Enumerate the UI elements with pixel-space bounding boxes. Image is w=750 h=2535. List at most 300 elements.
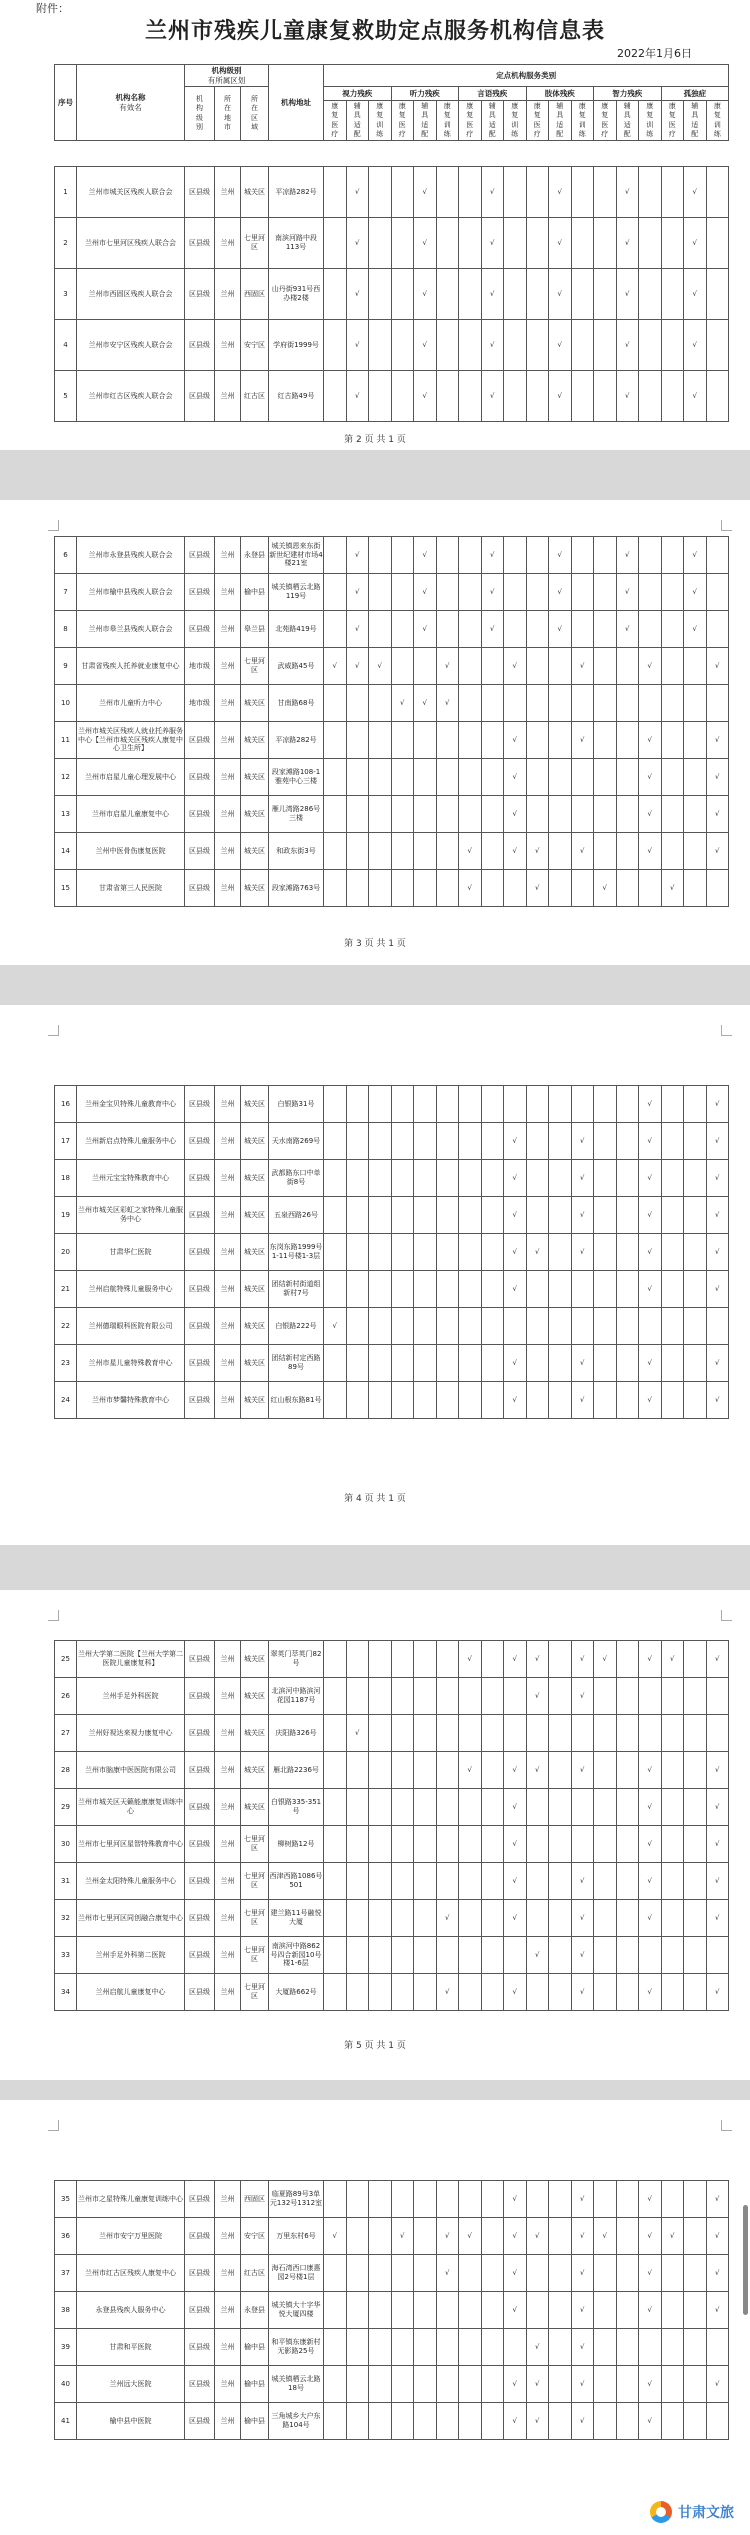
row-seq: 19 xyxy=(55,1197,77,1234)
check-mark: √ xyxy=(436,2255,459,2292)
empty-cell xyxy=(639,870,662,907)
empty-cell xyxy=(616,1715,639,1752)
empty-cell xyxy=(324,167,347,218)
empty-cell xyxy=(571,1086,594,1123)
empty-cell xyxy=(324,1789,347,1826)
page-number: 第 3 页 共 1 页 xyxy=(344,939,406,949)
empty-cell xyxy=(594,1160,617,1197)
check-mark: √ xyxy=(571,2255,594,2292)
row-level: 区县级 xyxy=(185,537,215,574)
check-mark: √ xyxy=(706,2366,729,2403)
row-address: 海石湾西口康惠园2号楼1层 xyxy=(269,2255,324,2292)
empty-cell xyxy=(661,537,684,574)
empty-cell xyxy=(616,1826,639,1863)
empty-cell xyxy=(481,1678,504,1715)
check-mark: √ xyxy=(706,1641,729,1678)
empty-cell xyxy=(369,1382,392,1419)
row-level: 区县级 xyxy=(185,833,215,870)
check-mark: √ xyxy=(706,1900,729,1937)
table-row xyxy=(55,1271,729,1308)
scrollbar[interactable] xyxy=(743,2205,748,2315)
row-district: 城关区 xyxy=(241,1197,269,1234)
empty-cell xyxy=(414,796,437,833)
row-city: 兰州 xyxy=(215,1974,241,2011)
empty-cell xyxy=(571,537,594,574)
check-mark: √ xyxy=(414,320,437,371)
table-row xyxy=(55,1382,729,1419)
check-mark: √ xyxy=(706,1234,729,1271)
row-seq: 13 xyxy=(55,796,77,833)
empty-cell xyxy=(414,2329,437,2366)
row-address: 甘南路68号 xyxy=(269,685,324,722)
row-address: 南滨河中路862号四合新园10号楼1-6层 xyxy=(269,1937,324,1974)
empty-cell xyxy=(639,611,662,648)
row-name: 兰州市榆中县残疾人联合会 xyxy=(77,574,185,611)
empty-cell xyxy=(391,1308,414,1345)
check-mark: √ xyxy=(504,1752,527,1789)
row-city: 兰州 xyxy=(215,648,241,685)
empty-cell xyxy=(661,648,684,685)
check-mark: √ xyxy=(684,167,707,218)
check-mark: √ xyxy=(481,371,504,422)
check-mark: √ xyxy=(526,1752,549,1789)
row-city: 兰州 xyxy=(215,574,241,611)
empty-cell xyxy=(346,870,369,907)
check-mark: √ xyxy=(639,1382,662,1419)
empty-cell xyxy=(436,2366,459,2403)
empty-cell xyxy=(436,1345,459,1382)
check-mark: √ xyxy=(549,574,572,611)
empty-cell xyxy=(346,1752,369,1789)
empty-cell xyxy=(324,1863,347,1900)
empty-cell xyxy=(616,648,639,685)
empty-cell xyxy=(481,1160,504,1197)
row-address: 西津西路1086号501 xyxy=(269,1863,324,1900)
row-level: 区县级 xyxy=(185,611,215,648)
row-address: 建兰路11号融悦大厦 xyxy=(269,1900,324,1937)
empty-cell xyxy=(684,648,707,685)
page-number: 第 2 页 共 1 页 xyxy=(344,435,406,445)
empty-cell xyxy=(706,1715,729,1752)
check-mark: √ xyxy=(639,2181,662,2218)
empty-cell xyxy=(616,685,639,722)
empty-cell xyxy=(549,1974,572,2011)
empty-cell xyxy=(684,2255,707,2292)
row-level: 区县级 xyxy=(185,1641,215,1678)
empty-cell xyxy=(324,1160,347,1197)
empty-cell xyxy=(639,1308,662,1345)
empty-cell xyxy=(436,1308,459,1345)
empty-cell xyxy=(436,167,459,218)
empty-cell xyxy=(369,1160,392,1197)
check-mark: √ xyxy=(639,796,662,833)
row-name: 兰州市七里河区星智特殊教育中心 xyxy=(77,1826,185,1863)
empty-cell xyxy=(346,1308,369,1345)
empty-cell xyxy=(661,1271,684,1308)
row-city: 兰州 xyxy=(215,2218,241,2255)
empty-cell xyxy=(706,611,729,648)
empty-cell xyxy=(571,611,594,648)
empty-cell xyxy=(481,1271,504,1308)
row-district: 西固区 xyxy=(241,269,269,320)
empty-cell xyxy=(526,371,549,422)
row-address: 翠英门萃英门82号 xyxy=(269,1641,324,1678)
table-row xyxy=(55,759,729,796)
check-mark: √ xyxy=(571,1937,594,1974)
table-row xyxy=(55,2181,729,2218)
check-mark: √ xyxy=(616,574,639,611)
row-address: 红古路49号 xyxy=(269,371,324,422)
check-mark: √ xyxy=(504,1826,527,1863)
check-mark: √ xyxy=(706,1160,729,1197)
empty-cell xyxy=(391,1974,414,2011)
empty-cell xyxy=(324,1382,347,1419)
empty-cell xyxy=(661,269,684,320)
empty-cell xyxy=(526,611,549,648)
empty-cell xyxy=(684,1234,707,1271)
check-mark: √ xyxy=(706,1271,729,1308)
empty-cell xyxy=(459,1345,482,1382)
row-level: 区县级 xyxy=(185,1715,215,1752)
empty-cell xyxy=(436,2329,459,2366)
empty-cell xyxy=(459,1086,482,1123)
check-mark: √ xyxy=(571,2181,594,2218)
row-city: 兰州 xyxy=(215,537,241,574)
empty-cell xyxy=(369,1086,392,1123)
document-page-2 xyxy=(0,500,750,965)
check-mark: √ xyxy=(706,2218,729,2255)
check-mark: √ xyxy=(549,320,572,371)
check-mark: √ xyxy=(571,1197,594,1234)
empty-cell xyxy=(594,1974,617,2011)
row-address: 和平镇东康新村无影路25号 xyxy=(269,2329,324,2366)
empty-cell xyxy=(481,1715,504,1752)
check-mark: √ xyxy=(706,1826,729,1863)
table-row xyxy=(55,1715,729,1752)
empty-cell xyxy=(661,2181,684,2218)
check-mark: √ xyxy=(504,1789,527,1826)
check-mark: √ xyxy=(639,1197,662,1234)
empty-cell xyxy=(616,2403,639,2440)
empty-cell xyxy=(459,1900,482,1937)
empty-cell xyxy=(459,685,482,722)
row-address: 五泉西路26号 xyxy=(269,1197,324,1234)
row-city: 兰州 xyxy=(215,2366,241,2403)
document-page-3 xyxy=(0,1005,750,1545)
empty-cell xyxy=(481,833,504,870)
empty-cell xyxy=(594,320,617,371)
empty-cell xyxy=(436,1937,459,1974)
row-address: 万里东村6号 xyxy=(269,2218,324,2255)
empty-cell xyxy=(391,1789,414,1826)
row-city: 兰州 xyxy=(215,1715,241,1752)
check-mark: √ xyxy=(639,759,662,796)
table-row xyxy=(55,611,729,648)
empty-cell xyxy=(549,2292,572,2329)
row-name: 兰州手足外科第二医院 xyxy=(77,1937,185,1974)
check-mark: √ xyxy=(639,1123,662,1160)
row-name: 兰州市启星儿童康复中心 xyxy=(77,796,185,833)
empty-cell xyxy=(459,1715,482,1752)
empty-cell xyxy=(369,1752,392,1789)
row-name: 兰州德瑞眼科医院有限公司 xyxy=(77,1308,185,1345)
check-mark: √ xyxy=(504,1234,527,1271)
empty-cell xyxy=(324,2366,347,2403)
empty-cell xyxy=(459,537,482,574)
empty-cell xyxy=(324,1937,347,1974)
row-seq: 40 xyxy=(55,2366,77,2403)
row-level: 区县级 xyxy=(185,2329,215,2366)
page-number: 第 5 页 共 1 页 xyxy=(344,2041,406,2051)
check-mark: √ xyxy=(459,1752,482,1789)
row-name: 兰州好视达来视力康复中心 xyxy=(77,1715,185,1752)
header-subcategory: 辅具适配 xyxy=(481,101,504,141)
empty-cell xyxy=(414,759,437,796)
check-mark: √ xyxy=(616,611,639,648)
row-district: 城关区 xyxy=(241,1382,269,1419)
row-address: 雁北路2236号 xyxy=(269,1752,324,1789)
row-district: 皋兰县 xyxy=(241,611,269,648)
empty-cell xyxy=(481,1308,504,1345)
check-mark: √ xyxy=(459,1641,482,1678)
empty-cell xyxy=(391,2403,414,2440)
empty-cell xyxy=(661,1678,684,1715)
check-mark: √ xyxy=(706,1752,729,1789)
row-level: 区县级 xyxy=(185,2403,215,2440)
row-district: 城关区 xyxy=(241,796,269,833)
empty-cell xyxy=(594,1789,617,1826)
row-seq: 3 xyxy=(55,269,77,320)
empty-cell xyxy=(436,1086,459,1123)
row-seq: 16 xyxy=(55,1086,77,1123)
empty-cell xyxy=(594,2255,617,2292)
check-mark: √ xyxy=(706,2181,729,2218)
table-row xyxy=(55,2366,729,2403)
empty-cell xyxy=(414,1974,437,2011)
empty-cell xyxy=(639,1715,662,1752)
empty-cell xyxy=(324,759,347,796)
empty-cell xyxy=(459,2181,482,2218)
row-address: 学府街1999号 xyxy=(269,320,324,371)
empty-cell xyxy=(661,1197,684,1234)
empty-cell xyxy=(414,1197,437,1234)
empty-cell xyxy=(684,1900,707,1937)
check-mark: √ xyxy=(706,1123,729,1160)
empty-cell xyxy=(661,1382,684,1419)
check-mark: √ xyxy=(346,269,369,320)
row-level: 区县级 xyxy=(185,1900,215,1937)
attachment-label: 附件： xyxy=(36,2,69,15)
empty-cell xyxy=(594,1715,617,1752)
empty-cell xyxy=(481,1234,504,1271)
table-row xyxy=(55,1234,729,1271)
empty-cell xyxy=(391,1271,414,1308)
check-mark: √ xyxy=(504,833,527,870)
row-district: 城关区 xyxy=(241,759,269,796)
empty-cell xyxy=(459,1197,482,1234)
empty-cell xyxy=(684,2366,707,2403)
row-name: 兰州手足外科医院 xyxy=(77,1678,185,1715)
header-subcategory: 辅具适配 xyxy=(549,101,572,141)
empty-cell xyxy=(684,1641,707,1678)
header-subcategory: 康复医疗 xyxy=(526,101,549,141)
empty-cell xyxy=(661,2292,684,2329)
check-mark: √ xyxy=(594,1641,617,1678)
check-mark: √ xyxy=(639,1271,662,1308)
empty-cell xyxy=(346,1974,369,2011)
empty-cell xyxy=(639,1937,662,1974)
empty-cell xyxy=(459,1863,482,1900)
row-address: 南滨河路中段113号 xyxy=(269,218,324,269)
row-seq: 24 xyxy=(55,1382,77,1419)
empty-cell xyxy=(346,1123,369,1160)
check-mark: √ xyxy=(504,1863,527,1900)
table-row xyxy=(55,1123,729,1160)
row-seq: 32 xyxy=(55,1900,77,1937)
empty-cell xyxy=(526,320,549,371)
table-row xyxy=(55,1974,729,2011)
row-seq: 41 xyxy=(55,2403,77,2440)
row-address: 三角城乡大户东路104号 xyxy=(269,2403,324,2440)
table-row xyxy=(55,870,729,907)
empty-cell xyxy=(526,537,549,574)
table-row xyxy=(55,2403,729,2440)
empty-cell xyxy=(594,2329,617,2366)
check-mark: √ xyxy=(414,218,437,269)
empty-cell xyxy=(571,218,594,269)
empty-cell xyxy=(616,1382,639,1419)
check-mark: √ xyxy=(549,371,572,422)
empty-cell xyxy=(369,1271,392,1308)
empty-cell xyxy=(684,1271,707,1308)
brand-logo-icon xyxy=(650,2501,672,2523)
row-address: 白银路31号 xyxy=(269,1086,324,1123)
check-mark: √ xyxy=(504,1160,527,1197)
empty-cell xyxy=(616,1271,639,1308)
row-city: 兰州 xyxy=(215,167,241,218)
empty-cell xyxy=(684,2329,707,2366)
row-name: 兰州市永登县残疾人联合会 xyxy=(77,537,185,574)
empty-cell xyxy=(504,371,527,422)
empty-cell xyxy=(324,1271,347,1308)
empty-cell xyxy=(324,218,347,269)
check-mark: √ xyxy=(414,574,437,611)
empty-cell xyxy=(639,2329,662,2366)
empty-cell xyxy=(414,1752,437,1789)
row-name: 兰州大学第二医院【兰州大学第二医院儿童康复科】 xyxy=(77,1641,185,1678)
header-subcategory: 辅具适配 xyxy=(346,101,369,141)
row-city: 兰州 xyxy=(215,1789,241,1826)
empty-cell xyxy=(549,759,572,796)
row-seq: 29 xyxy=(55,1789,77,1826)
empty-cell xyxy=(639,1678,662,1715)
row-name: 兰州新启点特殊儿童服务中心 xyxy=(77,1123,185,1160)
check-mark: √ xyxy=(639,1086,662,1123)
row-seq: 36 xyxy=(55,2218,77,2255)
check-mark: √ xyxy=(639,2403,662,2440)
row-district: 七里河区 xyxy=(241,1826,269,1863)
row-name: 甘肃省第三人民医院 xyxy=(77,870,185,907)
document-page-5 xyxy=(0,2100,750,2535)
check-mark: √ xyxy=(414,167,437,218)
empty-cell xyxy=(684,685,707,722)
check-mark: √ xyxy=(571,1900,594,1937)
row-district: 榆中县 xyxy=(241,574,269,611)
check-mark: √ xyxy=(504,796,527,833)
empty-cell xyxy=(684,759,707,796)
header-category: 言语残疾 xyxy=(459,87,527,101)
row-district: 七里河区 xyxy=(241,1900,269,1937)
check-mark: √ xyxy=(481,320,504,371)
row-level: 区县级 xyxy=(185,371,215,422)
check-mark: √ xyxy=(391,685,414,722)
empty-cell xyxy=(436,1271,459,1308)
empty-cell xyxy=(391,1715,414,1752)
check-mark: √ xyxy=(616,167,639,218)
empty-cell xyxy=(369,796,392,833)
empty-cell xyxy=(549,648,572,685)
empty-cell xyxy=(684,2403,707,2440)
empty-cell xyxy=(594,1123,617,1160)
empty-cell xyxy=(504,685,527,722)
row-level: 区县级 xyxy=(185,2255,215,2292)
empty-cell xyxy=(369,2366,392,2403)
check-mark: √ xyxy=(504,1345,527,1382)
empty-cell xyxy=(549,1345,572,1382)
row-city: 兰州 xyxy=(215,1123,241,1160)
check-mark: √ xyxy=(391,2218,414,2255)
empty-cell xyxy=(346,759,369,796)
table-row xyxy=(55,833,729,870)
empty-cell xyxy=(706,2403,729,2440)
empty-cell xyxy=(526,1345,549,1382)
empty-cell xyxy=(346,1641,369,1678)
table-row xyxy=(55,1937,729,1974)
empty-cell xyxy=(549,685,572,722)
empty-cell xyxy=(706,371,729,422)
empty-cell xyxy=(369,1641,392,1678)
check-mark: √ xyxy=(526,833,549,870)
empty-cell xyxy=(616,1974,639,2011)
table-row xyxy=(55,537,729,574)
empty-cell xyxy=(391,796,414,833)
check-mark: √ xyxy=(346,611,369,648)
empty-cell xyxy=(436,1752,459,1789)
check-mark: √ xyxy=(504,2366,527,2403)
row-level: 区县级 xyxy=(185,2218,215,2255)
empty-cell xyxy=(414,2366,437,2403)
header-subcategory: 康复训练 xyxy=(436,101,459,141)
empty-cell xyxy=(436,2181,459,2218)
check-mark: √ xyxy=(549,611,572,648)
check-mark: √ xyxy=(504,1123,527,1160)
empty-cell xyxy=(481,2255,504,2292)
check-mark: √ xyxy=(684,320,707,371)
empty-cell xyxy=(481,1641,504,1678)
row-seq: 9 xyxy=(55,648,77,685)
row-name: 兰州市西固区残疾人联合会 xyxy=(77,269,185,320)
empty-cell xyxy=(459,167,482,218)
empty-cell xyxy=(369,320,392,371)
empty-cell xyxy=(369,537,392,574)
row-address: 北苑路419号 xyxy=(269,611,324,648)
empty-cell xyxy=(549,870,572,907)
empty-cell xyxy=(594,1863,617,1900)
brand-logo xyxy=(644,2499,740,2525)
row-district: 城关区 xyxy=(241,1271,269,1308)
empty-cell xyxy=(661,685,684,722)
empty-cell xyxy=(436,1826,459,1863)
